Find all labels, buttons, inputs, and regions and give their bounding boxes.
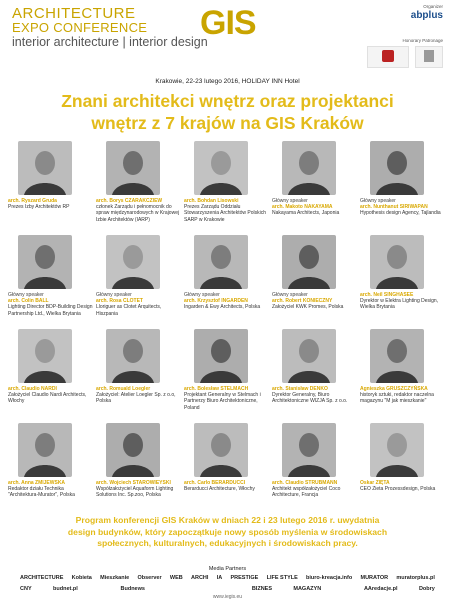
portrait-photo-icon — [282, 329, 336, 383]
media-partner-logo: ARCHITECTURE — [20, 575, 64, 581]
portrait-photo-icon — [370, 423, 424, 477]
speaker-description: Lloriguer as Clotet Arquitects, Hiszpania — [96, 304, 162, 317]
footer-url[interactable]: www.iegis.eu — [212, 594, 243, 600]
speaker-description: Założyciel Claudio Nardi Architects, Włochy — [8, 392, 87, 405]
media-partners-row-1 — [20, 574, 435, 583]
portrait-photo-icon — [18, 329, 72, 383]
media-partner-logo: CNY — [20, 586, 32, 592]
program-line-3: społecznych, kulturalnych, edukacyjnych i środowiskach pracy. — [97, 538, 358, 548]
speaker-caption — [272, 386, 358, 405]
speaker-description: Prezes Zarządu Oddziału Stowarzyszenia Architektów Polskich SARP w Krakowie — [184, 204, 266, 223]
speaker-description: Hypothesis design Agency, Tajlandia — [360, 210, 441, 217]
speaker-name: arch. Krzysztof INGARDEN — [184, 298, 248, 305]
media-partner-logo: AAredacje.pl — [363, 586, 398, 592]
speaker-name: arch. Neil SINGHASEE — [360, 292, 414, 298]
portrait-photo-icon — [370, 329, 424, 383]
speaker-caption — [272, 480, 358, 499]
media-partner-logo: Mieszkanie — [100, 575, 130, 581]
media-partner-logo: biuro-kreacja.info — [306, 575, 353, 581]
speaker-role: Główny speaker — [8, 292, 44, 298]
portrait-photo-icon — [282, 235, 336, 289]
organizer-block — [411, 4, 443, 21]
speaker-caption — [360, 198, 446, 217]
speaker-name: arch. Bolesław STELMACH — [184, 386, 249, 392]
speaker-description: Dyrektor Generalny, Biuro Architektoniczne WIZJA Sp. z o.o. — [272, 392, 348, 405]
speaker-role: Główny speaker — [272, 198, 308, 204]
media-partner-logo: WEB — [169, 575, 183, 581]
speaker-caption — [184, 292, 270, 311]
speaker-caption — [184, 386, 270, 411]
speaker-caption — [184, 198, 270, 223]
media-partner-logo: muratorplus.pl — [396, 575, 435, 581]
honorary-label: Honorary Patronage — [402, 38, 443, 43]
portrait-photo-icon — [194, 141, 248, 195]
portrait-photo-icon — [18, 235, 72, 289]
speaker-caption — [96, 386, 182, 405]
program-line-1: Program konferencji GIS Kraków w dniach 22 i 23 lutego 2016 r. uwydatnia — [75, 515, 380, 525]
speaker-name: arch. Romuald Loegler — [96, 386, 151, 392]
speaker-description: CEO Zieta Prozessdesign, Polska — [360, 486, 436, 493]
speaker-description: Założyciel: Atelier Loegler Sp. z o.o, Polska — [96, 392, 176, 405]
media-partner-logo: BIZNES — [251, 586, 272, 592]
speaker-name: arch. Colin BALL — [8, 298, 49, 305]
patron-logos — [367, 46, 443, 68]
speaker-description: Prezes Izby Architektów RP — [8, 204, 70, 211]
speaker-description: historyk sztuki, redaktor naczelna magazynu "M jak mieszkanie" — [360, 392, 434, 405]
portrait-photo-icon — [18, 423, 72, 477]
media-partner-logo: MURATOR — [360, 575, 389, 581]
media-partner-logo: Budnews — [120, 586, 145, 592]
speaker-name: Oskar ZIĘTA — [360, 480, 390, 486]
portrait-photo-icon — [194, 423, 248, 477]
patron-logo-1 — [367, 46, 409, 68]
speaker-description: Redaktor działu Technika "Architektura-Murator", Polska — [8, 486, 75, 499]
speaker-description: Założyciel KWK Promes, Polska — [272, 304, 344, 311]
media-partner-logo: IA — [216, 575, 223, 581]
speaker-name: arch. Bohdan Lisowski — [184, 198, 239, 204]
speaker-caption — [360, 386, 446, 405]
speaker-caption — [8, 386, 94, 405]
media-partner-logo: LIFE STYLE — [266, 575, 298, 581]
media-partner-logo: ARCHI — [191, 575, 209, 581]
portrait-photo-icon — [194, 235, 248, 289]
speaker-caption — [360, 292, 446, 311]
speaker-caption — [96, 480, 182, 499]
speaker-caption — [184, 480, 270, 492]
portrait-photo-icon — [18, 141, 72, 195]
media-partner-logo: MAGAZYN — [293, 586, 322, 592]
speaker-name: arch. Claudio NARDI — [8, 386, 57, 392]
speaker-description: Berarducci Architecture, Włochy — [184, 486, 255, 493]
speaker-name: arch. Stanisław DENKO — [272, 386, 328, 392]
media-partner-logo: PRESTIGE — [230, 575, 259, 581]
speaker-name: arch. Borys CZARAKCZIEW — [96, 198, 163, 204]
portrait-photo-icon — [282, 141, 336, 195]
event-logo — [12, 6, 312, 49]
patron-logo-2 — [415, 46, 443, 68]
speaker-description: członek Zarządu i pełnomocnik do spraw międzynarodowych w Krajowej Izbie Architektów (IARP) — [96, 204, 180, 223]
portrait-photo-icon — [282, 423, 336, 477]
portrait-photo-icon — [370, 235, 424, 289]
speaker-caption — [360, 480, 446, 492]
speaker-description: Architekt współzałożyciel Coco Architecture, Francja — [272, 486, 341, 499]
portrait-photo-icon — [106, 329, 160, 383]
speaker-name: arch. Wojciech STAROWIEYSKI — [96, 480, 171, 486]
media-partner-logo: budnet.pl — [53, 586, 78, 592]
portrait-photo-icon — [194, 329, 248, 383]
program-text — [0, 515, 455, 550]
speaker-name: arch. Nunthanut SIRIWAPAN — [360, 204, 428, 211]
speaker-name: arch. Ryszard Gruda — [8, 198, 57, 204]
speaker-name: Agnieszka GRUSZCZYŃSKA — [360, 386, 428, 392]
logo-gis: GIS — [200, 4, 256, 42]
organizer-label: Organizer — [423, 4, 443, 9]
speaker-name: arch. Anna ZMIJEWSKA — [8, 480, 66, 486]
speaker-name: arch. Carlo BERARDUCCI — [184, 480, 246, 486]
program-line-2: design budynków, który zapoczątkuje nowy sposób myślenia w środowiskach — [67, 526, 388, 537]
speaker-role: Główny speaker — [272, 292, 308, 298]
speaker-role: Główny speaker — [360, 198, 396, 204]
speaker-name: arch. Rosa CLOTET — [96, 298, 143, 305]
portrait-photo-icon — [106, 141, 160, 195]
speaker-name: arch. Makoto NAKAYAMA — [272, 204, 333, 211]
portrait-photo-icon — [106, 423, 160, 477]
speaker-name: arch. Claudio STRUBMANN — [272, 480, 338, 486]
speaker-caption — [8, 198, 94, 210]
media-partner-logo: Dobry — [418, 586, 435, 592]
speaker-caption — [8, 480, 94, 499]
speaker-description: Lighting Director BDP-Building Design Partnership Ltd., Wielka Brytania — [8, 304, 93, 317]
speaker-caption — [272, 292, 358, 311]
speaker-description: Współzałożyciel Aquaform Lighting Solutions Inc. Sp.zoo, Polska — [96, 486, 174, 499]
media-partners-label: Media Partners — [208, 566, 247, 572]
media-partner-logo: Observer — [137, 575, 162, 581]
organizer-logo: abplus — [410, 10, 443, 21]
speaker-description: Projektant Generalny w Stelmach i Partnerzy Biuro Architektoniczne, Poland — [184, 392, 261, 411]
media-partner-logo: Kobieta — [71, 575, 92, 581]
event-date-place: Krakowie, 22-23 lutego 2016, HOLIDAY INN Hotel — [155, 78, 300, 85]
logo-tagline: interior architecture | interior design — [12, 35, 208, 49]
media-partners-row-2 — [20, 585, 435, 594]
speaker-role: Główny speaker — [184, 292, 220, 298]
logo-architecture: ARCHITECTURE — [12, 5, 136, 22]
headline-line-1: Znani architekci wnętrz oraz projektanci — [61, 91, 394, 111]
speaker-caption — [272, 198, 358, 217]
headline — [0, 90, 455, 134]
speaker-role: Główny speaker — [96, 292, 132, 298]
speaker-caption — [8, 292, 94, 317]
speaker-caption — [96, 292, 182, 317]
logo-expo-conference: EXPO CONFERENCE — [12, 20, 148, 35]
speaker-caption — [96, 198, 182, 223]
portrait-photo-icon — [106, 235, 160, 289]
speaker-description: Dyrektor w Elektra Lighting Design, Wielka Brytania — [360, 298, 439, 311]
portrait-photo-icon — [370, 141, 424, 195]
speaker-description: Nakayama Architects, Japonia — [272, 210, 340, 217]
speaker-description: Ingarden & Ewy Architects, Polska — [184, 304, 261, 311]
headline-line-2: wnętrz z 7 krajów na GIS Kraków — [91, 113, 364, 133]
speaker-name: arch. Robert KONIECZNY — [272, 298, 333, 305]
